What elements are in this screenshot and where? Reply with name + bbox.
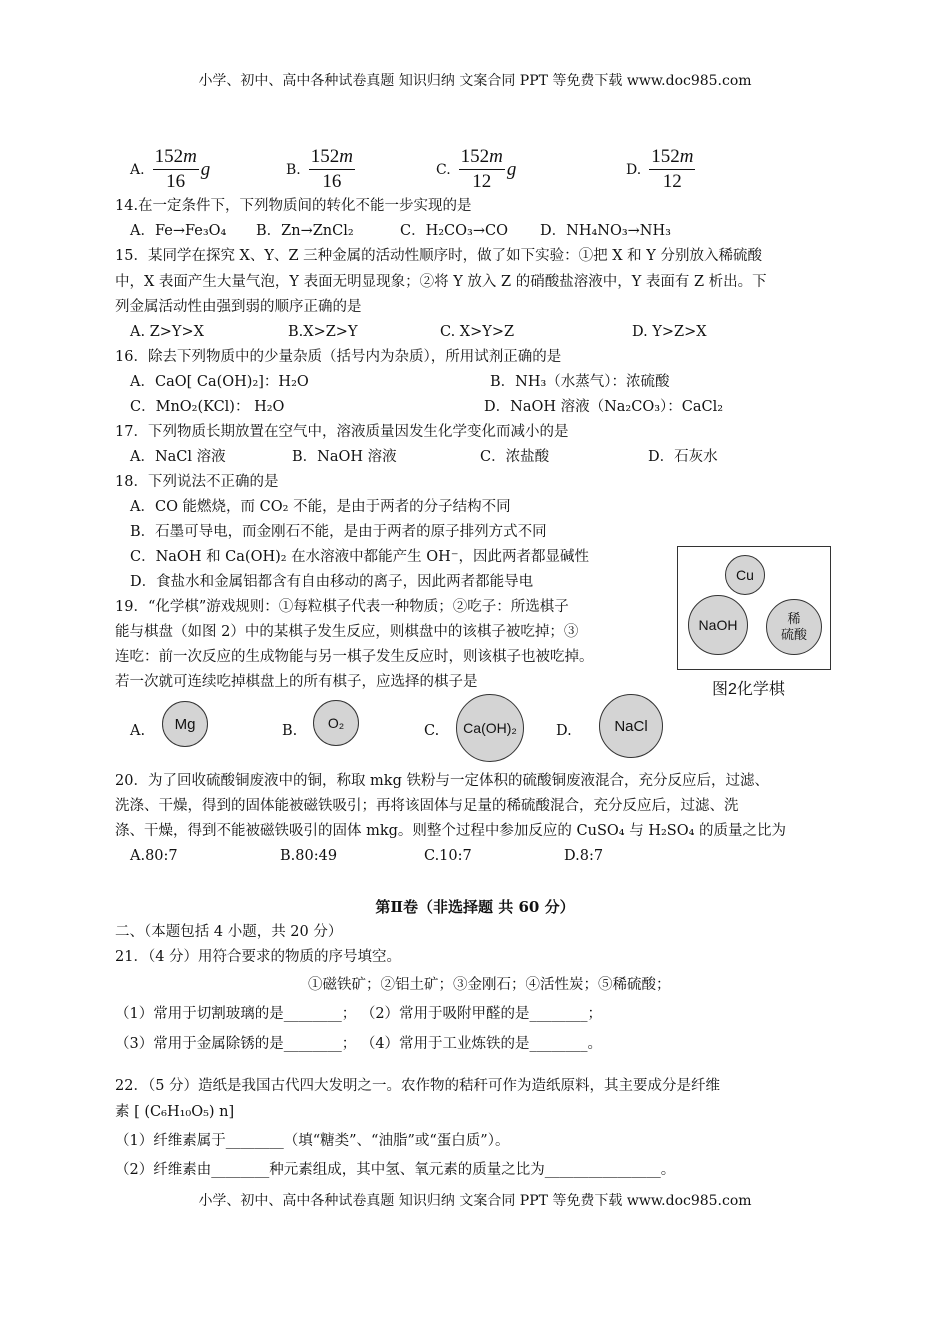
q19-option-b-label[interactable]: B. — [282, 723, 298, 739]
q19-stem-line4: 若一次就可连续吃掉棋盘上的所有棋子，应选择的棋子是 — [115, 674, 478, 690]
q21-stem: 21．（4 分）用符合要求的物质的序号填空。 — [115, 949, 402, 965]
q19-option-d-label[interactable]: D. — [556, 723, 572, 739]
page-header: 小学、初中、高中各种试卷真题 知识归纳 文案合同 PPT 等免费下载 www.doc985.com — [198, 73, 752, 89]
q14-option-c[interactable]: C．H₂CO₃→CO — [400, 223, 508, 239]
q13-option-d[interactable] — [626, 146, 697, 193]
q14-option-a[interactable]: A．Fe→Fe₃O₄ — [130, 223, 227, 239]
q16-option-c[interactable]: C．MnO₂(KCl)： H₂O — [130, 399, 285, 415]
unit: g — [506, 158, 517, 180]
q14-option-b[interactable]: B．Zn→ZnCl₂ — [256, 223, 354, 239]
q16-option-a[interactable]: A．CaO[ Ca(OH)₂]：H₂O — [130, 374, 309, 390]
q19-option-c-label[interactable]: C. — [424, 723, 440, 739]
board-piece-label-line2: 硫酸 — [780, 627, 807, 642]
variable: m — [183, 146, 197, 167]
q18-stem: 18．下列说法不正确的是 — [115, 474, 279, 490]
q20-stem-line2: 洗涤、干燥，得到的固体能被磁铁吸引；再将该固体与足量的稀硫酸混合，充分反应后，过滤、洗 — [115, 798, 739, 814]
denominator: 16 — [322, 171, 342, 192]
numerator: 152 — [651, 146, 680, 167]
q21-row1[interactable]: （1）常用于切割玻璃的是________； （2）常用于吸附甲醛的是________； — [115, 1006, 603, 1022]
q17-option-b[interactable]: B．NaOH 溶液 — [292, 449, 397, 465]
q18-option-a[interactable]: A．CO 能燃烧，而 CO₂ 不能，是由于两者的分子结构不同 — [130, 499, 511, 515]
q15-stem-line2: 中，X 表面产生大量气泡，Y 表面无明显现象；②将 Y 放入 Z 的硝酸盐溶液中，Y 表面有 Z 析出。下 — [115, 274, 767, 290]
q17-option-a[interactable]: A．NaCl 溶液 — [130, 449, 226, 465]
section-2-title: 第Ⅱ卷（非选择题 共 60 分） — [375, 898, 575, 916]
q14-option-d[interactable]: D．NH₄NO₃→NH₃ — [540, 223, 671, 239]
q18-option-c[interactable]: C．NaOH 和 Ca(OH)₂ 在水溶液中都能产生 OH⁻，因此两者都显碱性 — [130, 549, 589, 565]
q16-option-b[interactable]: B．NH₃（水蒸气）：浓硫酸 — [490, 374, 670, 390]
q21-row2[interactable]: （3）常用于金属除锈的是________； （4）常用于工业炼铁的是________。 — [115, 1036, 603, 1052]
q22-sub2[interactable]: （2）纤维素由________种元素组成，其中氢、氧元素的质量之比为________________。 — [115, 1162, 676, 1178]
q19-stem-line1: 19．“化学棋”游戏规则：①每粒棋子代表一种物质；②吃子：所选棋子 — [115, 599, 569, 615]
option-label: C. — [436, 161, 451, 178]
q19-stem-line3: 连吃：前一次反应的生成物能与另一棋子发生反应时，则该棋子也被吃掉。 — [115, 649, 594, 665]
q16-stem: 16．除去下列物质中的少量杂质（括号内为杂质），所用试剂正确的是 — [115, 349, 562, 365]
q18-option-b[interactable]: B．石墨可导电，而金刚石不能，是由于两者的原子排列方式不同 — [130, 524, 547, 540]
page-footer: 小学、初中、高中各种试卷真题 知识归纳 文案合同 PPT 等免费下载 www.doc985.com — [198, 1193, 752, 1209]
q20-stem-line3: 涤、干燥，得到不能被磁铁吸引的固体 mkg。则整个过程中参加反应的 CuSO₄ 与 H₂SO₄ 的质量之比为 — [115, 823, 787, 839]
denominator: 12 — [472, 171, 492, 192]
q21-choices: ①磁铁矿；②铝土矿；③金刚石；④活性炭；⑤稀硫酸； — [308, 977, 671, 993]
q19-option-d-piece[interactable]: NaCl — [599, 694, 663, 758]
numerator: 152 — [154, 146, 184, 167]
numerator: 152 — [460, 146, 490, 167]
q20-stem-line1: 20．为了回收硫酸铜废液中的铜，称取 mkg 铁粉与一定体积的硫酸铜废液混合，充分反应后，过滤、 — [115, 773, 769, 789]
q18-option-d[interactable]: D．食盐水和金属铝都含有自由移动的离子，因此两者都能导电 — [130, 574, 534, 590]
q13-option-b[interactable] — [286, 146, 357, 193]
unit: g — [200, 158, 211, 180]
q22-stem-line2: 素 [ (C₆H₁₀O₅) n] — [115, 1104, 235, 1120]
board-piece-dilute-sulfuric-acid — [766, 599, 822, 655]
chess-board-figure — [677, 546, 831, 670]
q15-option-d[interactable]: D. Y>Z>X — [632, 324, 707, 340]
q15-stem-line1: 15．某同学在探究 X、Y、Z 三种金属的活动性顺序时，做了如下实验：①把 X 和 Y 分别放入稀硫酸 — [115, 248, 762, 264]
q19-option-a-label[interactable]: A. — [130, 723, 146, 739]
q20-option-b[interactable]: B.80:49 — [280, 848, 338, 864]
q19-option-c-piece[interactable]: Ca(OH)₂ — [456, 694, 524, 762]
q22-stem-line1: 22．（5 分）造纸是我国古代四大发明之一。农作物的秸秆可作为造纸原料，其主要成分是纤维 — [115, 1078, 721, 1094]
variable: m — [679, 146, 694, 167]
denominator: 12 — [662, 171, 682, 192]
q15-option-a[interactable]: A. Z>Y>X — [130, 324, 204, 340]
q17-stem: 17．下列物质长期放置在空气中，溶液质量因发生化学变化而减小的是 — [115, 424, 569, 440]
q15-option-b[interactable]: B.X>Z>Y — [288, 324, 358, 340]
variable: m — [339, 146, 353, 167]
q19-option-a-piece[interactable]: Mg — [162, 701, 208, 747]
board-piece-naoh: NaOH — [688, 595, 748, 655]
q15-stem-line3: 列金属活动性由强到弱的顺序正确的是 — [115, 299, 362, 315]
q17-option-d[interactable]: D．石灰水 — [648, 449, 718, 465]
q19-option-b-piece[interactable]: O₂ — [313, 700, 359, 746]
numerator: 152 — [310, 146, 340, 167]
q15-option-c[interactable]: C. X>Y>Z — [440, 324, 515, 340]
denominator: 16 — [166, 171, 186, 192]
q14-stem: 14.在一定条件下，下列物质间的转化不能一步实现的是 — [115, 198, 472, 214]
board-piece-cu: Cu — [725, 555, 765, 595]
q22-sub1[interactable]: （1）纤维素属于________（填“糖类”、“油脂”或“蛋白质”）。 — [115, 1133, 510, 1149]
q20-option-d[interactable]: D.8:7 — [564, 848, 604, 864]
section-2-intro: 二、（本题包括 4 小题，共 20 分） — [115, 924, 343, 940]
figure-caption: 图2化学棋 — [712, 681, 785, 698]
q13-option-c[interactable] — [436, 146, 516, 193]
q20-option-a[interactable]: A.80:7 — [130, 848, 178, 864]
q16-option-d[interactable]: D．NaOH 溶液（Na₂CO₃）：CaCl₂ — [484, 399, 724, 415]
board-piece-label-line1: 稀 — [787, 611, 801, 626]
variable: m — [489, 146, 503, 167]
option-label: A. — [130, 161, 145, 178]
q19-stem-line2: 能与棋盘（如图 2）中的某棋子发生反应，则棋盘中的该棋子被吃掉；③ — [115, 624, 579, 640]
option-label: D. — [626, 161, 642, 178]
q17-option-c[interactable]: C．浓盐酸 — [480, 449, 550, 465]
q13-option-a[interactable] — [130, 146, 210, 193]
q20-option-c[interactable]: C.10:7 — [424, 848, 472, 864]
option-label: B. — [286, 161, 301, 178]
